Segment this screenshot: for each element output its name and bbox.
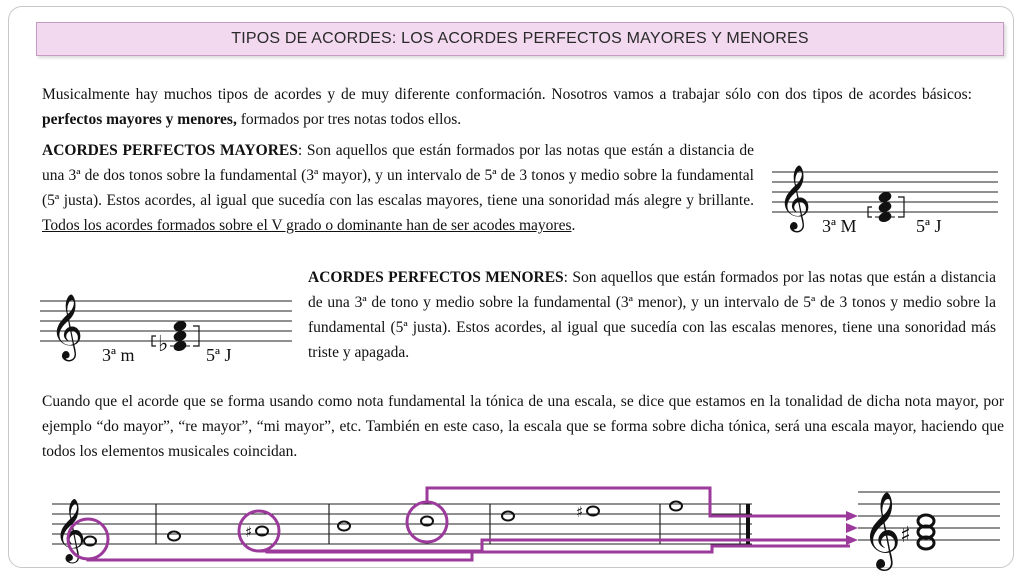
note-6 xyxy=(502,512,514,521)
title-text: TIPOS DE ACORDES: LOS ACORDES PERFECTOS MAYORES Y MENORES xyxy=(231,30,809,47)
sharp-icon: ♯ xyxy=(576,503,584,521)
note-2 xyxy=(168,532,180,541)
note-8 xyxy=(670,502,682,511)
major-chord-notes xyxy=(875,190,895,223)
treble-clef-icon: 𝄞 xyxy=(54,498,86,561)
minor-text: : Son aquellos que están formados por las notas que están a distancia de una 3ª de tono y medio sobre la fundamental (3ª menor), y un intervalo de 5ª de 3 tonos y medio sobre la fundamental (5ª justa). Estos acordes, al igual que sucedía con las escalas menores, tiene una sonoridad más triste y apagada. xyxy=(308,269,996,361)
major-underlined: Todos los acordes formados sobre el V grado o dominante han de ser acodes mayores xyxy=(42,217,572,234)
treble-clef-icon: 𝄞 xyxy=(778,165,812,230)
closing-text: Cuando que el acorde que se forma usando como nota fundamental la tónica de una escala, se dice que estamos en la tonalidad de dicha nota mayor, por ejemplo “do mayor”, “re mayor”, “mi mayor”, etc. También en este caso, la escala que se forma sobre dicha tónica, será una escala mayor, haciendo que todos los elementos musicales coincidan. xyxy=(42,393,1004,460)
sharp-icon: ♯ xyxy=(245,523,253,541)
major-heading: ACORDES PERFECTOS MAYORES xyxy=(42,142,298,159)
minor-chord-notes xyxy=(170,319,190,352)
note-4 xyxy=(338,522,350,531)
result-chord-notes xyxy=(918,515,934,549)
highlight-fifth xyxy=(407,502,447,542)
treble-clef-icon: 𝄞 xyxy=(862,491,902,568)
minor-paragraph xyxy=(308,265,996,365)
intro-text-1: Musicalmente hay muchos tipos de acordes y de muy diferente conformación. Nosotros vamos a trabajar sólo con dos tipos de acordes básicos: xyxy=(42,86,972,103)
treble-clef-icon: 𝄞 xyxy=(50,294,84,359)
scale-staff xyxy=(52,476,1000,572)
major-paragraph xyxy=(42,138,754,238)
intro-text-2: formados por tres notas todos ellos. xyxy=(236,111,462,128)
major-fifth-label: 5ª J xyxy=(916,216,942,236)
minor-heading: ACORDES PERFECTOS MENORES xyxy=(308,269,564,286)
closing-paragraph xyxy=(42,389,1004,464)
fifth-bracket xyxy=(898,197,904,217)
arrow-heads xyxy=(846,511,858,545)
intro-paragraph xyxy=(42,82,972,132)
minor-fifth-label: 5ª J xyxy=(206,345,232,365)
page-title xyxy=(36,22,1004,56)
final-barline xyxy=(746,504,750,544)
sharp-icon: ♯ xyxy=(900,523,911,548)
major-text: : Son aquellos que están formados por las notas que están a distancia de una 3ª de dos tonos sobre la fundamental (3ª mayor), y un intervalo de 5ª de 3 tonos y medio sobre la fundamental (5ª justa). Estos acordes, al igual que sucedía con las escalas mayores, tiene una sonoridad más alegre y brillante. xyxy=(42,142,755,209)
minor-chord-staff xyxy=(40,285,292,367)
fifth-bracket xyxy=(193,326,199,346)
major-end: . xyxy=(571,217,576,234)
flat-icon: ♭ xyxy=(158,332,169,357)
major-chord-staff xyxy=(772,158,998,240)
intro-bold: perfectos mayores y menores, xyxy=(42,111,237,128)
major-third-label: 3ª M xyxy=(822,216,857,236)
minor-third-label: 3ª m xyxy=(102,345,135,365)
